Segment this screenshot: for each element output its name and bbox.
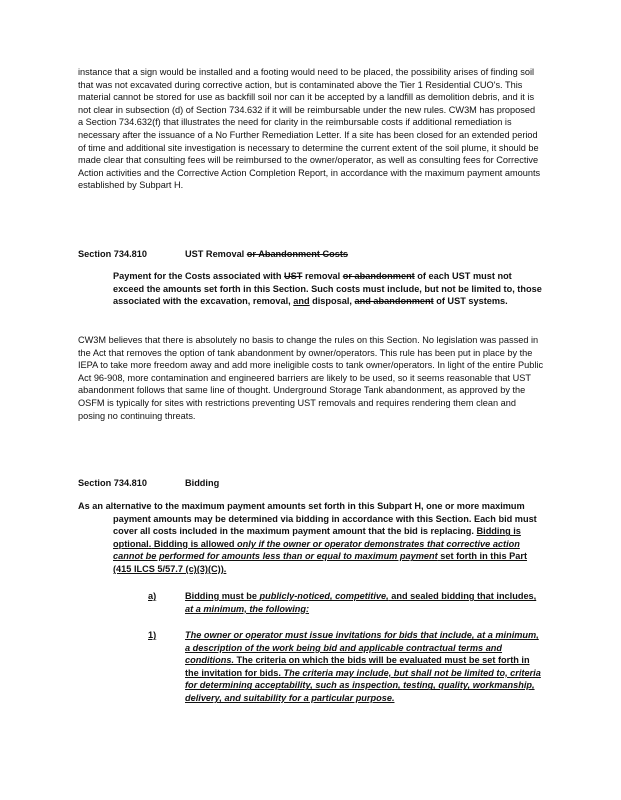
- subsection-a-text: Bidding must be publicly-noticed, competitive, and sealed bidding that includes, at a minimum, the following:: [185, 591, 537, 614]
- subsection-1-text: The owner or operator must issue invitations for bids that include, at a minimum, a description of the work being bid and applicable contractual terms and conditions. The criteria on which the bids will be evaluated must be set forth in the invitation for bids. The criteria may include, but shall not be limited to, criteria for determining acceptability, such as inspection, testing, quality, workmanship, delivery, and suitability for a particular purpose.: [185, 630, 541, 703]
- section-heading-ust-removal: [78, 248, 348, 261]
- subsection-1-label: 1): [148, 630, 157, 640]
- section-number: Section 734.810: [78, 478, 147, 488]
- section-number: Section 734.810: [78, 249, 147, 259]
- intro-paragraph: instance that a sign would be installed and a footing would need to be placed, the possibility arises of finding soil that was not excavated during corrective action, but is contaminated above the Tier 1 Residential CUO's. This material cannot be stored for use as backfill soil nor can it be accepted by a landfill as demolition debris, and it is not clear in subsection (d) of Section 734.632 if it will be reimbursable under the new rules. CW3M has proposed a Section 734.632(f) that illustrates the need for clarity in the reimbursable costs if additional remediation is necessary after the issuance of a No Further Remediation Letter. If a site has been closed for an extended period of time and additional site investigation is necessary to determine the current extent of the soil plume, it should be made clear that consulting fees will be reimbursed to the owner/operator, as well as consulting fees for Corrective Action activities and the Corrective Action Completion Report, in accordance with the maximum payment amounts established by Subpart H.: [78, 67, 541, 191]
- ust-removal-rule: Payment for the Costs associated with UST removal or abandonment of each UST must not exceed the amounts set forth in this Section. Such costs must include, but not be limited to, those associated with the excavation, removal, and disposal, and abandonment of UST systems.: [113, 271, 542, 307]
- subsection-a-label: a): [148, 591, 157, 601]
- section-title: UST Removal: [185, 249, 245, 259]
- section-title-struck: or Abandonment Costs: [246, 249, 349, 259]
- section-title: Bidding: [185, 478, 220, 488]
- ust-removal-comment: CW3M believes that there is absolutely no basis to change the rules on this Section. No legislation was passed in the Act that removes the option of tank abandonment by owner/operators. This rule has been put in place by the IEPA to take more freedom away and add more ineligible costs to tank owner/operators. In light of the entire Public Act 96-908, more contamination and engineered barriers are likely to be used, so it seems reasonable that UST abandonment follows that same line of thought. Underground Storage Tank abandonment, as approved by the OSFM is typically for sites with restrictions preventing UST removals and requires rendering them clean and posing no continuing threats.: [78, 335, 544, 421]
- section-heading-bidding: [78, 477, 219, 490]
- bidding-rule: As an alternative to the maximum payment amounts set forth in this Subpart H, one or more maximum payment amounts may be determined via bidding in accordance with this Section. Each bid must cover all costs included in the maximum payment amount that the bid is replacing. Bidding is optional. Bidding is allowed only if the owner or operator demonstrates that corrective action cannot be performed for amounts less than or equal to maximum payment set forth in this Part (415 ILCS 5/57.7 (c)(3)(C)).: [78, 501, 537, 574]
